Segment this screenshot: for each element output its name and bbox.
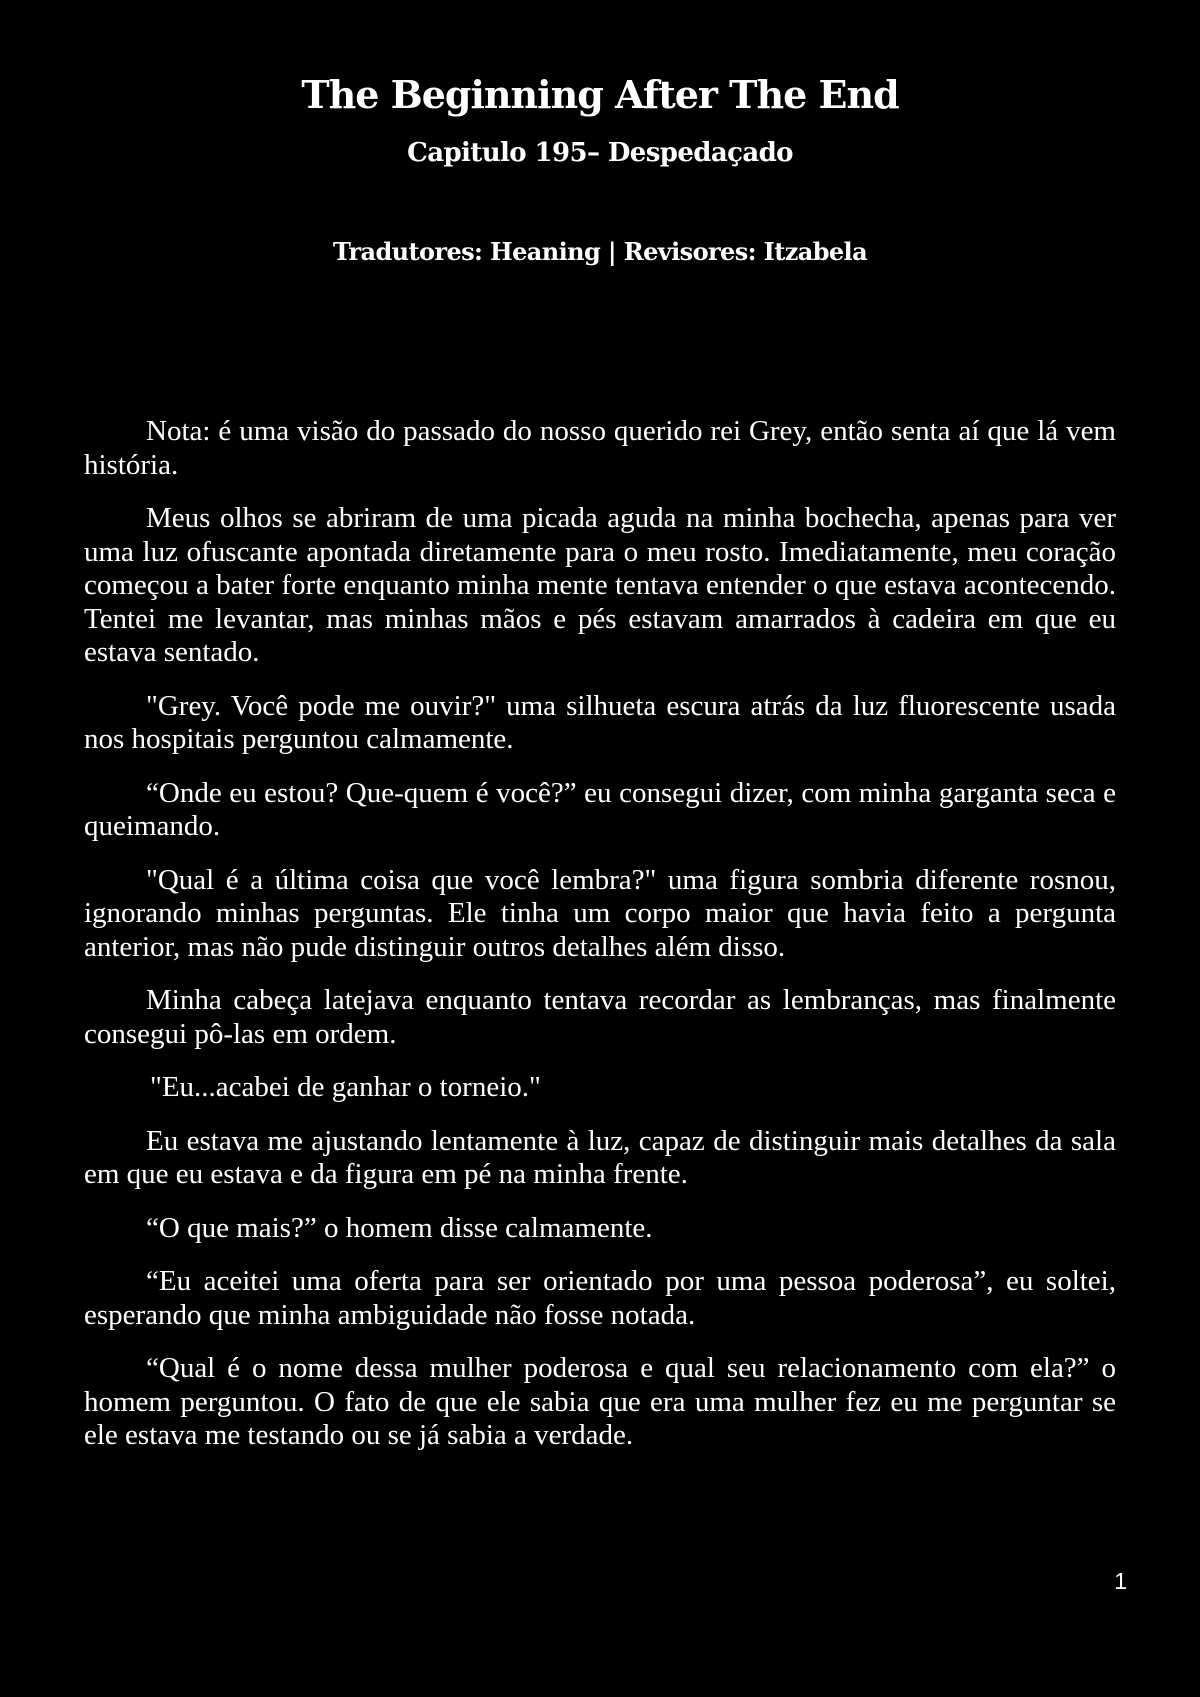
paragraph-note: Nota: é uma visão do passado do nosso querido rei Grey, então senta aí que lá vem história. xyxy=(84,415,1116,481)
chapter-body xyxy=(84,415,1116,1473)
paragraph: Minha cabeça latejava enquanto tentava recordar as lembranças, mas finalmente consegui pô-las em ordem. xyxy=(84,984,1116,1050)
paragraph: “Eu aceitei uma oferta para ser orientado por uma pessoa poderosa”, eu soltei, esperando que minha ambiguidade não fosse notada. xyxy=(84,1265,1116,1331)
paragraph: "Grey. Você pode me ouvir?" uma silhueta escura atrás da luz fluorescente usada nos hospitais perguntou calmamente. xyxy=(84,689,1116,755)
chapter-heading: Capitulo 195– Despedaçado xyxy=(407,138,793,168)
paragraph: Eu estava me ajustando lentamente à luz, capaz de distinguir mais detalhes da sala em que eu estava e da figura em pé na minha frente. xyxy=(84,1124,1116,1190)
document-title: The Beginning After The End xyxy=(301,72,899,117)
paragraph: Meus olhos se abriram de uma picada aguda na minha bochecha, apenas para ver uma luz ofuscante apontada diretamente para o meu rosto. Imediatamente, meu coração começou a bater forte enquanto minha mente tentava entender o que estava acontecendo. Tentei me levantar, mas minhas mãos e pés estavam amarrados à cadeira em que eu estava sentado. xyxy=(84,502,1116,668)
credits-line: Tradutores: Heaning | Revisores: Itzabela xyxy=(332,237,868,266)
paragraph: “O que mais?” o homem disse calmamente. xyxy=(146,1211,653,1244)
paragraph: “Onde eu estou? Que-quem é você?” eu consegui dizer, com minha garganta seca e queimando. xyxy=(84,776,1116,842)
paragraph: "Qual é a última coisa que você lembra?" uma figura sombria diferente rosnou, ignorando minhas perguntas. Ele tinha um corpo maior que havia feito a pergunta anterior, mas não pude distinguir outros detalhes além disso. xyxy=(84,863,1116,963)
paragraph: "Eu...acabei de ganhar o torneio." xyxy=(150,1071,541,1103)
paragraph: “Qual é o nome dessa mulher poderosa e qual seu relacionamento com ela?” o homem perguntou. O fato de que ele sabia que era uma mulher fez eu me perguntar se ele estava me testando ou se já sabia a verdade. xyxy=(84,1352,1116,1451)
page-number: 1 xyxy=(1114,1568,1127,1594)
